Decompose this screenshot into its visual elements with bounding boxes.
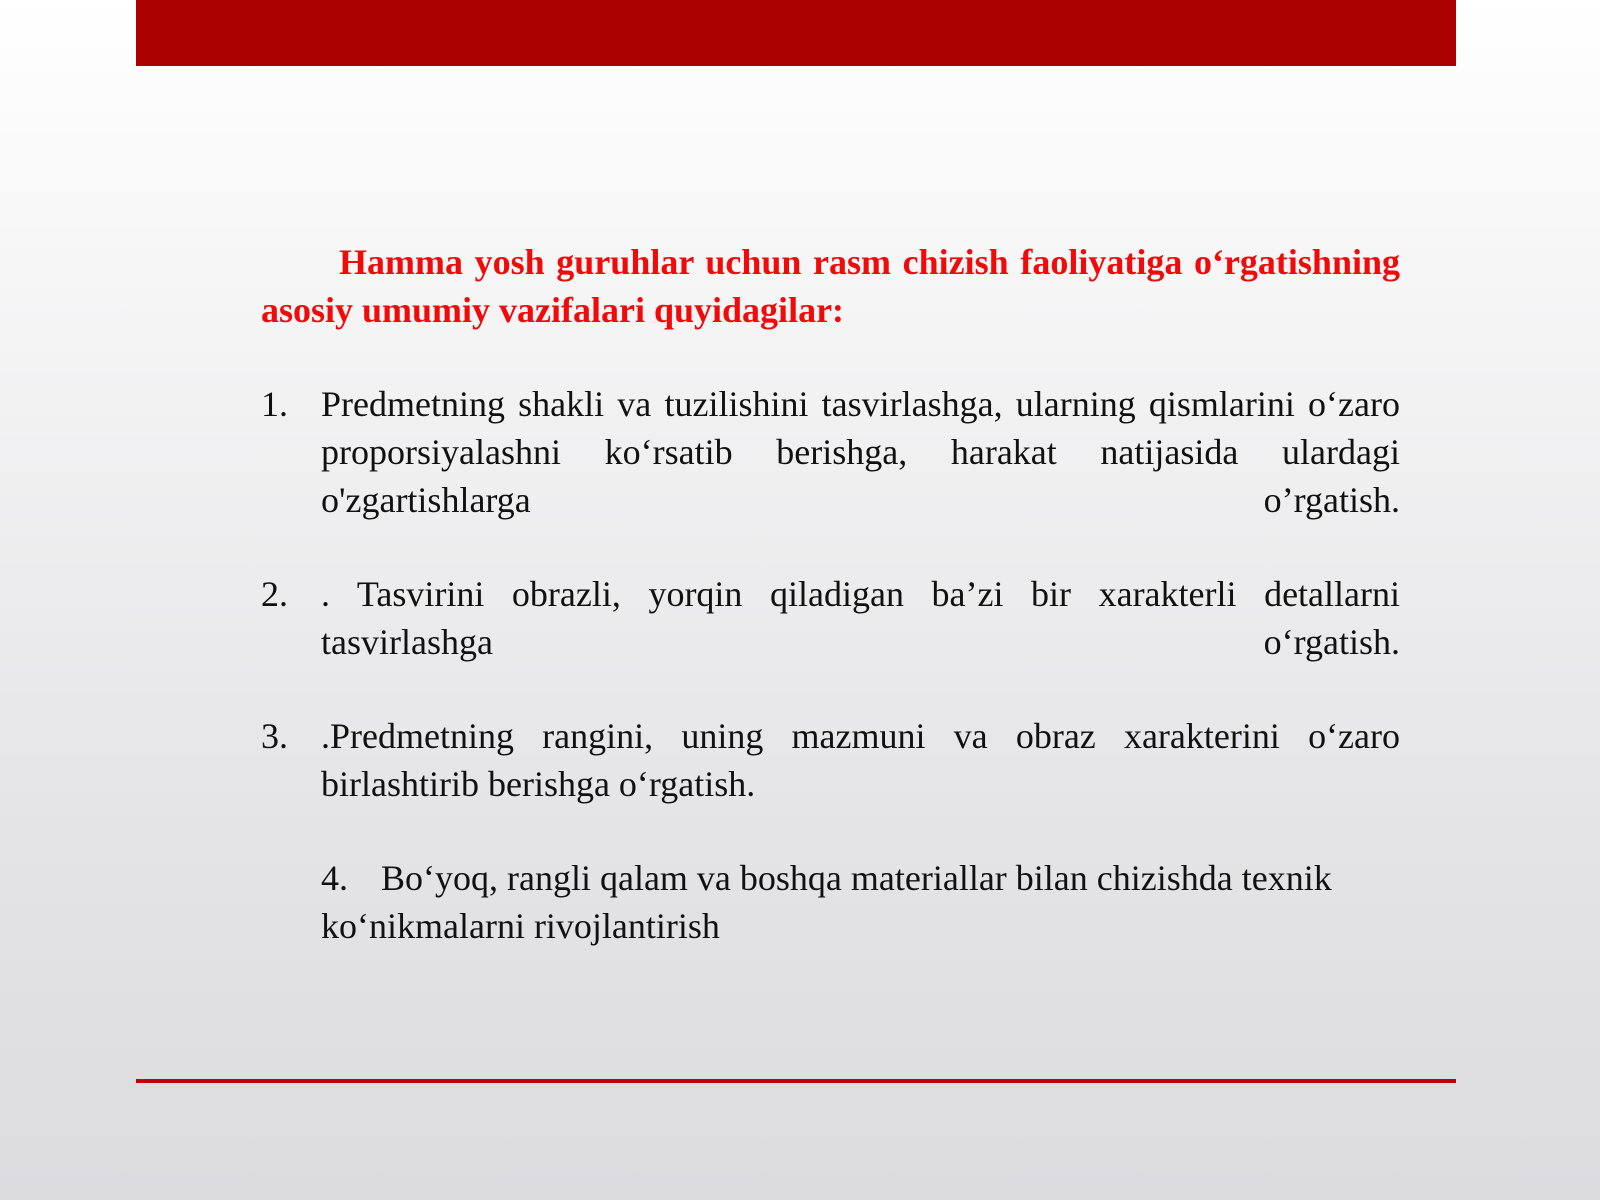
bottom-divider-line bbox=[136, 1079, 1456, 1083]
list-item-text: .Predmetning rangini, uning mazmuni va obraz xarakterini o‘zaro birlashtirib berishga o‘rgatish. bbox=[321, 716, 1400, 804]
list-item-text: Bo‘yoq, rangli qalam va boshqa materiallar bilan chizishda texnik ko‘nikmalarni rivojlantirish bbox=[321, 858, 1332, 946]
slide-content bbox=[261, 238, 1400, 950]
list-item-number: 3. bbox=[261, 716, 288, 756]
list-item-1 bbox=[261, 380, 1400, 524]
list-item-text: Predmetning shakli va tuzilishini tasvirlashga, ularning qismlarini o‘zaro proporsiyalashni ko‘rsatib berishga, harakat natijasida ulardagi o'zgartishlarga o’rgatish. bbox=[321, 384, 1400, 520]
top-accent-bar bbox=[136, 0, 1456, 66]
list-item-number: 4. bbox=[321, 858, 348, 898]
list-item-number: 1. bbox=[261, 384, 288, 424]
list-item-4 bbox=[261, 854, 1400, 950]
slide-heading: Hamma yosh guruhlar uchun rasm chizish faoliyatiga o‘rgatishning asosiy umumiy vazifalari quyidagilar: bbox=[261, 242, 1400, 330]
list-item-2 bbox=[261, 570, 1400, 666]
list-item-3 bbox=[261, 712, 1400, 808]
list-item-number: 2. bbox=[261, 574, 288, 614]
list-item-text: . Tasvirini obrazli, yorqin qiladigan ba’zi bir xarakterli detallarni tasvirlashga o‘rgatish. bbox=[321, 574, 1400, 662]
